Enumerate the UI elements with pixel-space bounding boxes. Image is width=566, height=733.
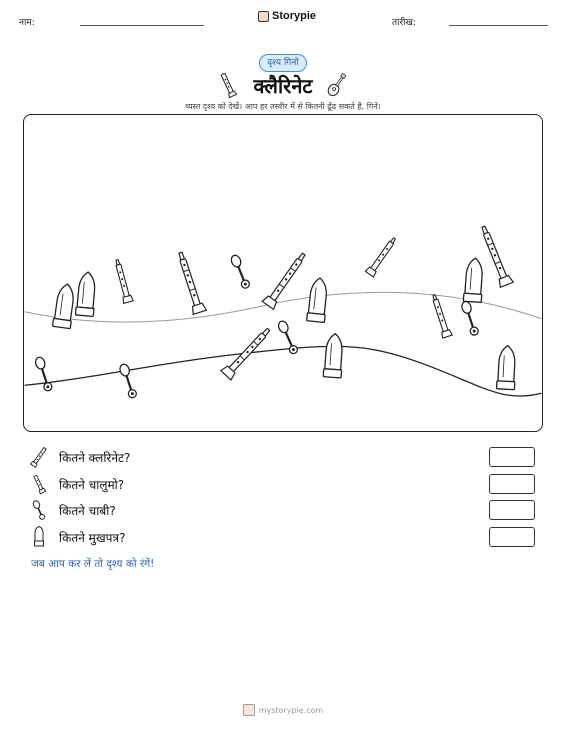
guitar-icon <box>327 72 347 98</box>
mouthpiece[interactable] <box>323 333 344 378</box>
clarinet-icon <box>30 446 48 468</box>
key[interactable] <box>119 363 138 399</box>
question-chalumeau <box>0 473 566 495</box>
scene-drawing <box>24 115 542 431</box>
activity-badge: दृश्य गिनो <box>259 54 307 72</box>
chalumeau[interactable] <box>365 236 398 278</box>
brand-name: Storypie <box>272 10 317 22</box>
clarinet[interactable] <box>174 251 207 315</box>
page-title: क्लैरिनेट <box>253 74 313 98</box>
storypie-icon <box>243 704 255 716</box>
mouthpiece-icon <box>30 526 48 548</box>
answer-box[interactable] <box>489 500 535 520</box>
date-label: तारीख: <box>392 18 416 28</box>
footer-url[interactable]: mystorypie.com <box>258 705 324 715</box>
footer <box>0 704 566 716</box>
mouthpiece[interactable] <box>75 271 97 316</box>
question-text: कितने क्लरिनेट? <box>59 451 131 465</box>
answer-box[interactable] <box>489 527 535 547</box>
key[interactable] <box>460 300 479 336</box>
mouthpiece[interactable] <box>497 345 517 390</box>
clarinet[interactable] <box>262 250 309 309</box>
mouthpiece[interactable] <box>463 258 484 303</box>
name-line[interactable] <box>80 25 204 26</box>
answer-box[interactable] <box>489 474 535 494</box>
clarinet[interactable] <box>221 325 274 380</box>
key-icon <box>30 499 48 521</box>
question-text: कितने चालुमो? <box>59 478 125 492</box>
key[interactable] <box>230 254 251 290</box>
key[interactable] <box>34 356 53 392</box>
storypie-icon <box>258 11 269 22</box>
question-text: कितने चाबी? <box>59 504 116 518</box>
chalumeau-icon <box>30 473 48 495</box>
chalumeau[interactable] <box>112 259 133 304</box>
name-label: नाम: <box>19 18 35 28</box>
question-mouthpiece <box>0 526 566 548</box>
busy-scene[interactable] <box>23 114 543 432</box>
question-clarinet <box>0 446 566 468</box>
chalumeau[interactable] <box>429 293 452 338</box>
mouthpiece[interactable] <box>52 283 76 329</box>
question-key <box>0 499 566 521</box>
instructions-text: व्यस्त दृश्य को देखें। आप हर तस्वीर में से कितनी ढूँढ सकते हैं, गिनें। <box>185 102 381 111</box>
date-line[interactable] <box>449 25 548 26</box>
mouthpiece[interactable] <box>307 277 329 322</box>
coloring-instruction: जब आप कर लें तो दृश्य को रंगें! <box>31 558 155 570</box>
brand-logo <box>258 10 316 22</box>
question-text: कितने मुखपत्र? <box>59 531 126 545</box>
answer-box[interactable] <box>489 447 535 467</box>
